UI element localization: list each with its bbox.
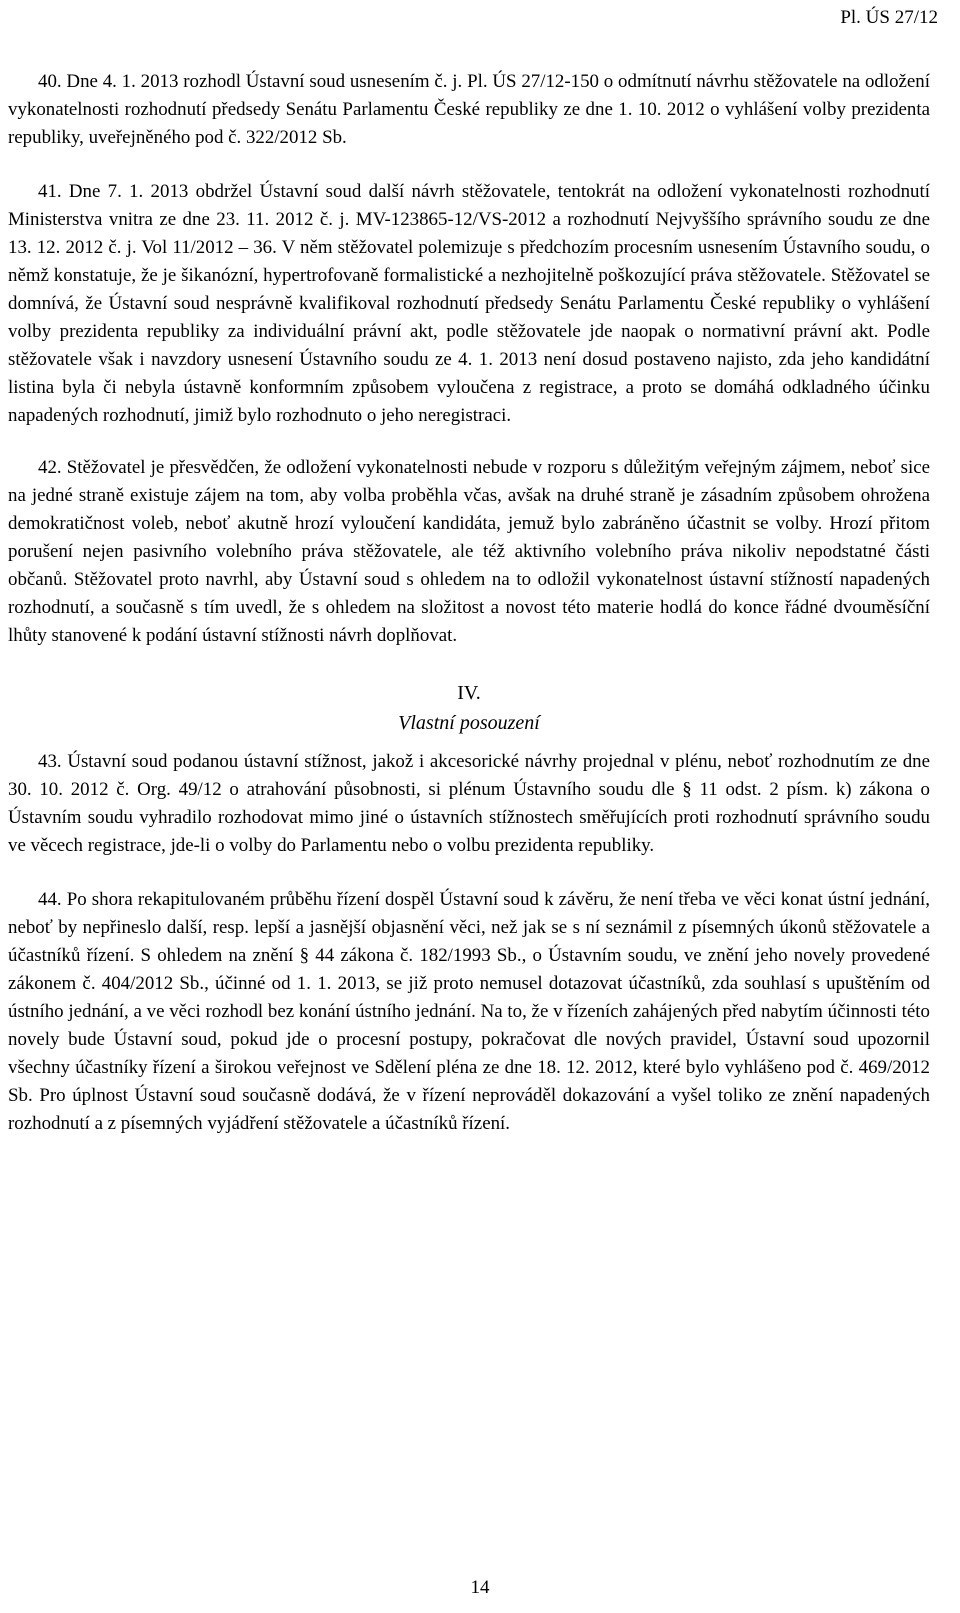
paragraph-40: 40. Dne 4. 1. 2013 rozhodl Ústavní soud usnesením č. j. Pl. ÚS 27/12-150 o odmítnutí návrhu stěžovatele na odložení vykonatelnosti rozhodnutí předsedy Senátu Parlamentu České republiky ze dne 1. 10. 2012 o vyhlášení volby prezidenta republiky, uveřejněného pod č. 322/2012 Sb. xyxy=(8,71,930,148)
case-reference-header: Pl. ÚS 27/12 xyxy=(840,7,938,28)
section-title: Vlastní posouzení xyxy=(398,712,540,734)
page-number: 14 xyxy=(470,1577,490,1598)
section-number: IV. xyxy=(457,682,481,704)
section-heading xyxy=(8,678,930,738)
document-body xyxy=(8,68,930,1138)
paragraph-44: 44. Po shora rekapitulovaném průběhu řízení dospěl Ústavní soud k závěru, že není třeba ve věci konat ústní jednání, neboť by nepřineslo další, resp. lepší a jasnější objasnění věci, než jak se s ní seznámil z písemných úkonů stěžovatele a účastníků řízení. S ohledem na znění § 44 zákona č. 182/1993 Sb., o Ústavním soudu, ve znění jeho novely provedené zákonem č. 404/2012 Sb., účinné od 1. 1. 2013, se již proto nemusel dotazovat účastníků, zda souhlasí s upuštěním od ústního jednání, a ve věci rozhodl bez konání ústního jednání. Na to, že v řízeních zahájených před nabytím účinnosti této novely bude Ústavní soud, pokud jde o procesní postupy, pokračovat dle nových pravidel, Ústavní soud upozornil všechny účastníky řízení a širokou veřejnost ve Sdělení pléna ze dne 18. 12. 2012, které bylo vyhlášeno pod č. 469/2012 Sb. Pro úplnost Ústavní soud současně dodává, že v řízení neprováděl dokazování a vyšel toliko ze znění napadených rozhodnutí a z písemných vyjádření stěžovatele a účastníků řízení. xyxy=(8,889,930,1134)
paragraph-43: 43. Ústavní soud podanou ústavní stížnost, jakož i akcesorické návrhy projednal v plénu, neboť rozhodnutím ze dne 30. 10. 2012 č. Org. 49/12 o atrahování působnosti, si plénum Ústavního soudu dle § 11 odst. 2 písm. k) zákona o Ústavním soudu vyhradilo rozhodovat mimo jiné o ústavních stížnostech směřujících proti rozhodnutí správního soudu ve věcech registrace, jde-li o volby do Parlamentu nebo o volbu prezidenta republiky. xyxy=(8,751,930,856)
paragraph-41: 41. Dne 7. 1. 2013 obdržel Ústavní soud další návrh stěžovatele, tentokrát na odložení vykonatelnosti rozhodnutí Ministerstva vnitra ze dne 23. 11. 2012 č. j. MV-123865-12/VS-2012 a rozhodnutí Nejvyššího správního soudu ze dne 13. 12. 2012 č. j. Vol 11/2012 – 36. V něm stěžovatel polemizuje s předchozím procesním usnesením Ústavního soudu, o němž konstatuje, že je šikanózní, hypertrofovaně formalistické a nezhojitelně poškozující práva stěžovatele. Stěžovatel se domnívá, že Ústavní soud nesprávně kvalifikoval rozhodnutí předsedy Senátu Parlamentu České republiky o vyhlášení volby prezidenta republiky za individuální právní akt, podle stěžovatele jde naopak o normativní právní akt. Podle stěžovatele však i navzdory usnesení Ústavního soudu ze 4. 1. 2013 není dosud postaveno najisto, zda jeho kandidátní listina byla či nebyla ústavně konformním způsobem vyloučena z registrace, a proto se domáhá odkladného účinku napadených rozhodnutí, jimiž bylo rozhodnuto o jeho neregistraci. xyxy=(8,181,930,426)
paragraph-42: 42. Stěžovatel je přesvědčen, že odložení vykonatelnosti nebude v rozporu s důležitým veřejným zájmem, neboť sice na jedné straně existuje zájem na tom, aby volba proběhla včas, avšak na druhé straně je zásadním způsobem ohrožena demokratičnost voleb, neboť akutně hrozí vyloučení kandidáta, jemuž bylo zabráněno účastnit se volby. Hrozí přitom porušení nejen pasivního volebního práva stěžovatele, ale též aktivního volebního práva nikoliv nepodstatné části občanů. Stěžovatel proto navrhl, aby Ústavní soud s ohledem na to odložil vykonatelnost ústavní stížností napadených rozhodnutí, a současně s tím uvedl, že s ohledem na složitost a novost této materie hodlá do konce řádné dvouměsíční lhůty stanovené k podání ústavní stížnosti návrh doplňovat. xyxy=(8,457,930,646)
